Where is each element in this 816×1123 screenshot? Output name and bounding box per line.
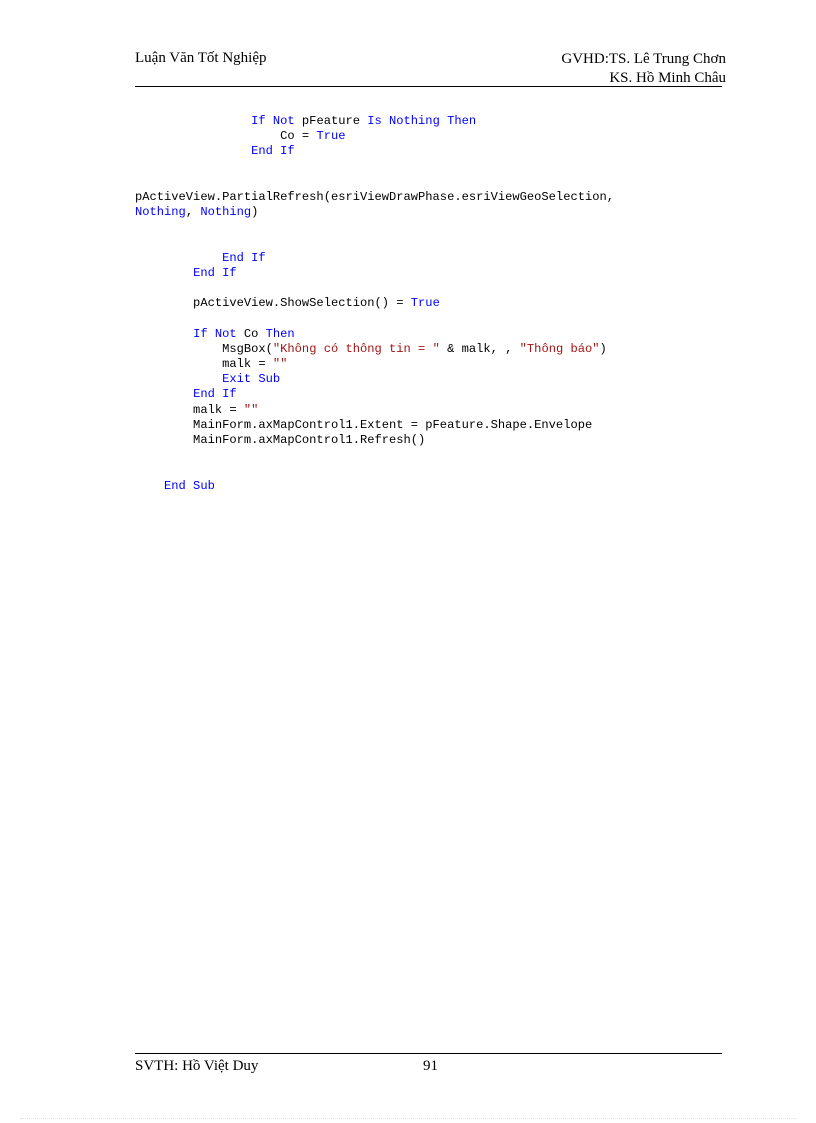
code-line xyxy=(135,372,614,387)
code-string: "" xyxy=(272,357,288,371)
code-string: "" xyxy=(243,402,259,417)
code-line xyxy=(135,236,614,251)
code-line xyxy=(135,342,614,357)
code-text: pFeature xyxy=(294,114,368,128)
code-text: pActiveView.ShowSelection() = xyxy=(135,296,411,311)
code-text: , xyxy=(185,205,201,220)
code-line xyxy=(135,190,614,205)
code-listing xyxy=(135,114,614,494)
code-text: MainForm.axMapControl1.Extent = pFeature.Shape.Envelope xyxy=(135,417,593,432)
code-keyword: Nothing xyxy=(200,205,252,220)
header-supervisor-2: KS. Hồ Minh Châu xyxy=(609,70,726,86)
code-text: malk = xyxy=(135,402,244,417)
code-text xyxy=(135,327,193,341)
header-thesis-title: Luận Văn Tốt Nghiệp xyxy=(135,50,267,66)
code-keyword: If Not xyxy=(193,326,237,341)
code-text xyxy=(135,387,193,401)
code-text xyxy=(135,479,164,493)
code-line xyxy=(135,281,614,296)
code-line xyxy=(135,418,614,433)
code-keyword: End If xyxy=(251,144,295,159)
code-text xyxy=(135,372,222,386)
code-line xyxy=(135,387,614,402)
code-line xyxy=(135,114,614,129)
code-line xyxy=(135,463,614,478)
code-text: & malk, , xyxy=(439,341,520,356)
code-line xyxy=(135,327,614,342)
code-keyword: True xyxy=(410,296,440,311)
code-string: "Không có thông tin = " xyxy=(272,341,440,356)
footer-student-name: SVTH: Hồ Việt Duy xyxy=(135,1058,259,1074)
code-line xyxy=(135,296,614,311)
code-line xyxy=(135,144,614,159)
code-text xyxy=(135,144,251,158)
code-string: "Thông báo" xyxy=(519,341,600,356)
code-line xyxy=(135,479,614,494)
code-line xyxy=(135,175,614,190)
code-text xyxy=(135,266,193,280)
code-keyword: End If xyxy=(222,250,266,265)
code-keyword: Then xyxy=(265,326,295,341)
code-keyword: If Not xyxy=(251,114,295,128)
code-line xyxy=(135,251,614,266)
code-line xyxy=(135,205,614,220)
code-text: Co = xyxy=(135,129,317,144)
footer-divider xyxy=(135,1053,722,1054)
code-text: MsgBox( xyxy=(135,341,273,356)
page-number: 91 xyxy=(423,1058,438,1074)
code-text: ) xyxy=(599,341,607,356)
header-supervisor-1: GVHD:TS. Lê Trung Chơn xyxy=(561,51,726,67)
code-line xyxy=(135,311,614,326)
code-line xyxy=(135,160,614,175)
code-line xyxy=(135,448,614,463)
code-line xyxy=(135,403,614,418)
code-keyword: Exit Sub xyxy=(222,372,281,387)
code-line xyxy=(135,433,614,448)
code-text: ) xyxy=(251,205,259,220)
code-text: malk = xyxy=(135,357,273,371)
header-supervisors xyxy=(561,50,726,88)
code-keyword: End Sub xyxy=(164,478,215,493)
code-keyword: End If xyxy=(193,387,237,402)
code-keyword: True xyxy=(316,129,346,144)
code-keyword: End If xyxy=(193,265,237,280)
code-text xyxy=(135,251,222,265)
code-line xyxy=(135,266,614,281)
page-edge-divider xyxy=(20,1118,796,1119)
code-line xyxy=(135,220,614,235)
code-line xyxy=(135,357,614,372)
code-keyword: Nothing xyxy=(135,205,186,220)
code-text xyxy=(135,114,251,128)
code-text: Co xyxy=(236,326,266,341)
code-line xyxy=(135,129,614,144)
code-text: MainForm.axMapControl1.Refresh() xyxy=(135,432,426,447)
code-keyword: Is Nothing Then xyxy=(367,114,477,128)
header-divider xyxy=(135,86,722,87)
code-text: pActiveView.PartialRefresh(esriViewDrawPhase.esriViewGeoSelection, xyxy=(135,189,614,204)
